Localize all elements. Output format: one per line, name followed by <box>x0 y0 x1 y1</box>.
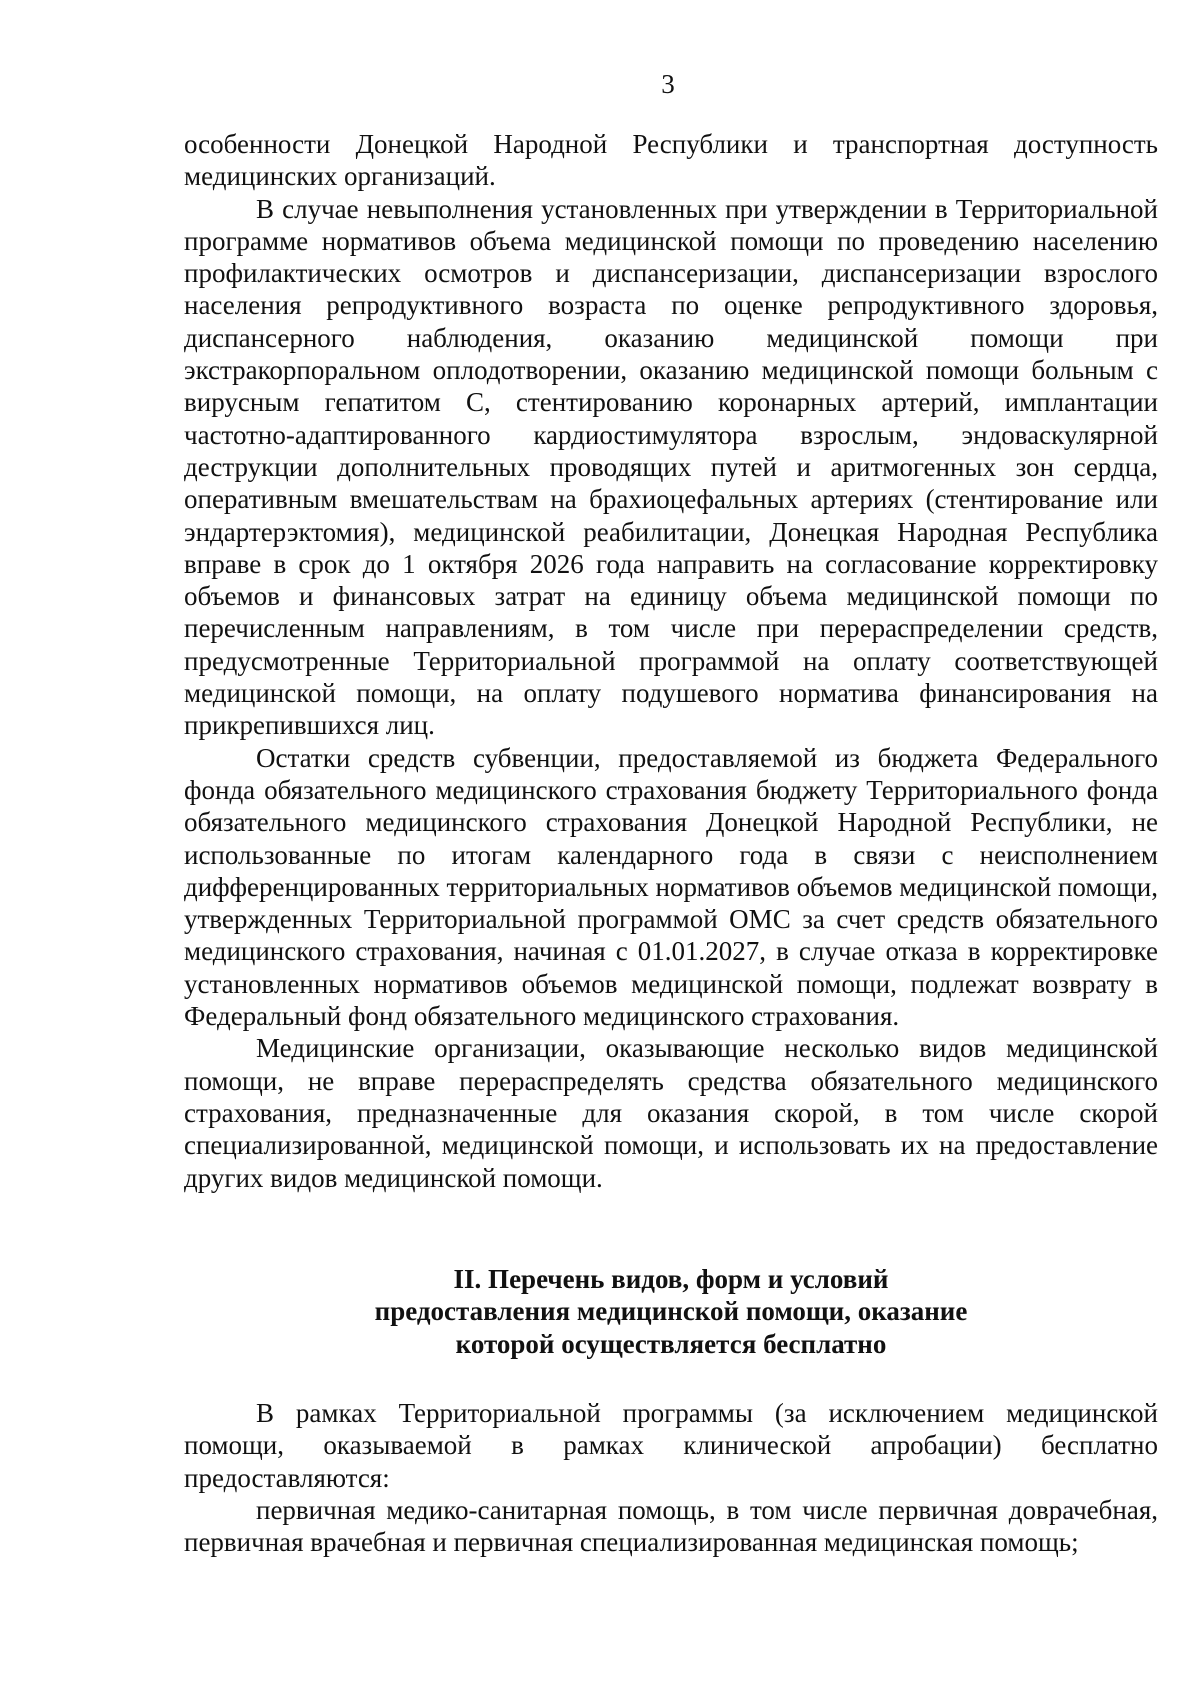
section-heading <box>184 1263 1158 1360</box>
body-text-bottom <box>184 1397 1158 1558</box>
section-heading-line-1: II. Перечень видов, форм и условий <box>453 1264 889 1294</box>
section-heading-line-2: предоставления медицинской помощи, оказание <box>374 1296 968 1327</box>
paragraph-subvention-remainder: Остатки средств субвенции, предоставляемой из бюджета Федерального фонда обязательного медицинского страхования бюджету Территориального фонда обязательного медицинского страхования Донецкой Народной Республики, не использованные по итогам календарного года в связи с неисполнением дифференцированных территориальных нормативов объемов медицинской помощи, утвержденных Территориальной программой ОМС за счет средств обязательного медицинского страхования, начиная с 01.01.2027, в случае отказа в корректировке установленных нормативов объемов медицинской помощи, подлежат возврату в Федеральный фонд обязательного медицинского страхования. <box>184 742 1158 1032</box>
paragraph-continuation: особенности Донецкой Народной Республики и транспортная доступность медицинских организаций. <box>184 129 1158 192</box>
paragraph-medical-organizations: Медицинские организации, оказывающие несколько видов медицинской помощи, не вправе перераспределять средства обязательного медицинского страхования, предназначенные для оказания скорой, в том числе скорой специализированной, медицинской помощи, и использовать их на предоставление других видов медицинской помощи. <box>184 1033 1158 1193</box>
paragraph-free-care-intro: В рамках Территориальной программы (за исключением медицинской помощи, оказываемой в рамках клинической апробации) бесплатно предоставляются: <box>184 1398 1158 1493</box>
body-text-top <box>184 128 1158 1194</box>
section-heading-line-3: которой осуществляется бесплатно <box>455 1328 887 1359</box>
paragraph-primary-care: первичная медико-санитарная помощь, в том числе первичная доврачебная, первичная врачебная и первичная специализированная медицинская помощь; <box>184 1494 1158 1558</box>
page-number: 3 <box>661 69 675 99</box>
paragraph-volume-adjustment: В случае невыполнения установленных при утверждении в Территориальной программе нормативов объема медицинской помощи по проведению населению профилактических осмотров и диспансеризации, диспансеризации взрослого населения репродуктивного возраста по оценке репродуктивного здоровья, диспансерного наблюдения, оказанию медицинской помощи при экстракорпоральном оплодотворении, оказанию медицинской помощи больным с вирусным гепатитом С, стентированию коронарных артерий, имплантации частотно-адаптированного кардиостимулятора взрослым, эндоваскулярной деструкции дополнительных проводящих путей и аритмогенных зон сердца, оперативным вмешательствам на брахиоцефальных артериях (стентирование или эндартерэктомия), медицинской реабилитации, Донецкая Народная Республика вправе в срок до 1 октября 2026 года направить на согласование корректировку объемов и финансовых затрат на единицу объема медицинской помощи по перечисленным направлениям, в том числе при перераспределении средств, предусмотренные Территориальной программой на оплату соответствующей медицинской помощи, на оплату подушевого норматива финансирования на прикрепившихся лиц. <box>184 193 1158 741</box>
